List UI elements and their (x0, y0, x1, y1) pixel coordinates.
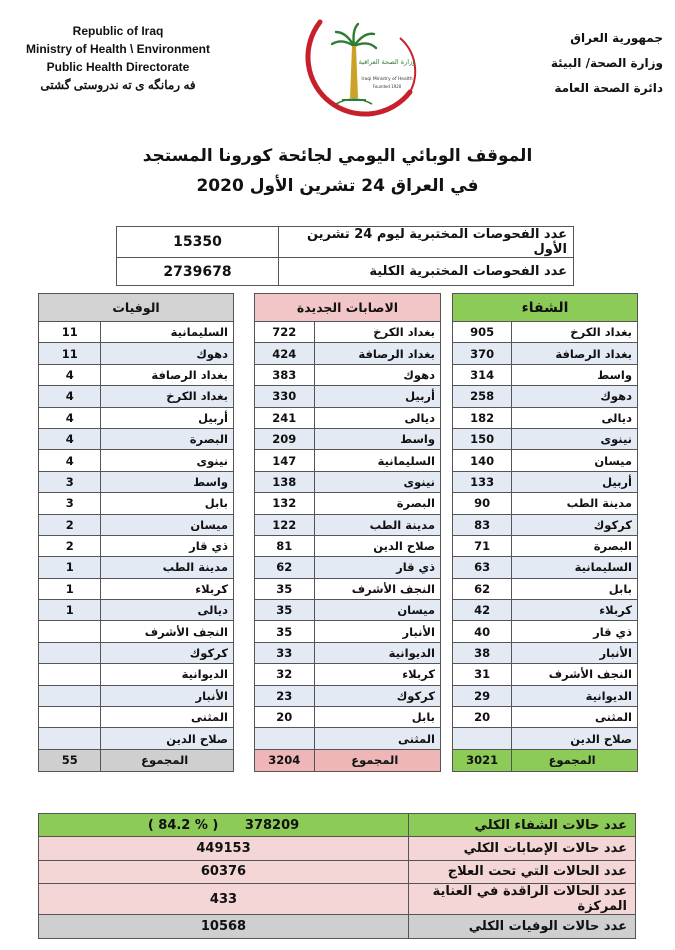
cases-count: 35 (255, 600, 315, 621)
summary-label-deaths: عدد حالات الوفيات الكلي (409, 915, 636, 938)
recovered-governorate: مدينة الطب (512, 493, 638, 514)
deaths-count (39, 621, 101, 642)
cases-count (255, 728, 315, 749)
deaths-count (39, 707, 101, 728)
new-cases-table (254, 293, 441, 772)
deaths-count: 2 (39, 535, 101, 556)
deaths-row (39, 407, 234, 428)
recovered-count: 42 (453, 600, 512, 621)
deaths-governorate: المثنى (101, 707, 234, 728)
summary-label-total-cases: عدد حالات الإصابات الكلي (409, 837, 636, 860)
cases-count: 35 (255, 621, 315, 642)
cases-heading: الاصابات الجديدة (255, 294, 441, 322)
deaths-row (39, 428, 234, 449)
recovered-count: 90 (453, 493, 512, 514)
cases-row (255, 493, 441, 514)
recovered-count: 71 (453, 535, 512, 556)
summary-row-deaths (39, 915, 636, 938)
recovered-count: 370 (453, 343, 512, 364)
cases-row (255, 557, 441, 578)
recovered-row (453, 407, 638, 428)
deaths-governorate: دهوك (101, 343, 234, 364)
lab-tests-table (116, 226, 574, 286)
recovered-governorate: المثنى (512, 707, 638, 728)
deaths-governorate: بغداد الرصافة (101, 364, 234, 385)
recovered-governorate: ميسان (512, 450, 638, 471)
cases-row (255, 428, 441, 449)
recovered-governorate: واسط (512, 364, 638, 385)
recovered-total-row (453, 749, 638, 771)
recovered-count: 83 (453, 514, 512, 535)
cases-count: 383 (255, 364, 315, 385)
recovered-count: 314 (453, 364, 512, 385)
cases-row (255, 685, 441, 706)
recovered-row (453, 343, 638, 364)
summary-row-icu (39, 884, 636, 915)
cases-governorate: بغداد الكرخ (314, 322, 440, 343)
cases-count: 241 (255, 407, 315, 428)
cases-count: 209 (255, 428, 315, 449)
deaths-row (39, 386, 234, 407)
summary-row-recovered (39, 814, 636, 837)
cases-row (255, 535, 441, 556)
deaths-row (39, 535, 234, 556)
deaths-governorate: الديوانية (101, 664, 234, 685)
cases-governorate: كربلاء (314, 664, 440, 685)
recovered-row (453, 728, 638, 749)
cases-count: 138 (255, 471, 315, 492)
deaths-row (39, 600, 234, 621)
deaths-governorate: كربلاء (101, 578, 234, 599)
deaths-row (39, 343, 234, 364)
cases-governorate: كركوك (314, 685, 440, 706)
deaths-total-value: 55 (39, 749, 101, 771)
recovered-row (453, 428, 638, 449)
header-arabic-block (493, 26, 663, 101)
deaths-row (39, 364, 234, 385)
deaths-total-label: المجموع (101, 749, 234, 771)
deaths-header-row (39, 294, 234, 322)
deaths-governorate: السليمانية (101, 322, 234, 343)
cases-governorate: البصرة (314, 493, 440, 514)
recovered-row (453, 664, 638, 685)
cases-row (255, 407, 441, 428)
header-ar-line-3: دائرة الصحة العامة (554, 81, 663, 95)
recovered-governorate: النجف الأشرف (512, 664, 638, 685)
cases-row (255, 322, 441, 343)
recovered-row (453, 450, 638, 471)
cases-governorate: بابل (314, 707, 440, 728)
cases-governorate: ذي قار (314, 557, 440, 578)
recovered-governorate: ذي قار (512, 621, 638, 642)
recovered-count: 905 (453, 322, 512, 343)
deaths-count: 1 (39, 578, 101, 599)
header-en-line-1: Republic of Iraq (72, 24, 164, 38)
cases-total-label: المجموع (314, 749, 440, 771)
recovered-count: 258 (453, 386, 512, 407)
deaths-row (39, 578, 234, 599)
deaths-row (39, 707, 234, 728)
summary-row-under-treatment (39, 860, 636, 883)
deaths-table (38, 293, 234, 772)
deaths-governorate: ميسان (101, 514, 234, 535)
deaths-count: 4 (39, 386, 101, 407)
logo-text-en: Iraqi Ministry of Health (361, 77, 413, 82)
deaths-count (39, 664, 101, 685)
deaths-governorate: البصرة (101, 428, 234, 449)
deaths-count (39, 642, 101, 663)
deaths-count: 3 (39, 493, 101, 514)
recovered-governorate: أربيل (512, 471, 638, 492)
recovered-count: 31 (453, 664, 512, 685)
deaths-row (39, 642, 234, 663)
total-tests-row (117, 258, 574, 286)
recovered-row (453, 386, 638, 407)
cases-count: 32 (255, 664, 315, 685)
recovered-row (453, 514, 638, 535)
deaths-governorate: النجف الأشرف (101, 621, 234, 642)
cases-count: 35 (255, 578, 315, 599)
logo-founded: Founded 1920 (372, 84, 402, 89)
cases-row (255, 600, 441, 621)
recovered-count: 182 (453, 407, 512, 428)
recovered-governorate: ديالى (512, 407, 638, 428)
cases-count: 132 (255, 493, 315, 514)
recovered-governorate: بغداد الرصافة (512, 343, 638, 364)
deaths-governorate: بغداد الكرخ (101, 386, 234, 407)
recovered-governorate: الديوانية (512, 685, 638, 706)
cases-governorate: أربيل (314, 386, 440, 407)
deaths-count: 1 (39, 600, 101, 621)
recovered-governorate: السليمانية (512, 557, 638, 578)
recovered-row (453, 621, 638, 642)
total-tests-label: عدد الفحوصات المختبرية الكلية (279, 258, 574, 286)
recovered-governorate: دهوك (512, 386, 638, 407)
recovered-row (453, 578, 638, 599)
recovered-governorate: الأنبار (512, 642, 638, 663)
deaths-row (39, 493, 234, 514)
deaths-governorate: الأنبار (101, 685, 234, 706)
daily-tests-row (117, 227, 574, 258)
cases-row (255, 578, 441, 599)
recovered-governorate: كركوك (512, 514, 638, 535)
summary-value-deaths: 10568 (39, 915, 409, 938)
deaths-heading: الوفيات (39, 294, 234, 322)
recovered-count: 20 (453, 707, 512, 728)
deaths-count (39, 728, 101, 749)
cases-row (255, 642, 441, 663)
recovered-count (453, 728, 512, 749)
deaths-count: 1 (39, 557, 101, 578)
cases-count: 23 (255, 685, 315, 706)
recovered-governorate: كربلاء (512, 600, 638, 621)
recovered-governorate: صلاح الدين (512, 728, 638, 749)
header-en-line-3: Public Health Directorate (46, 60, 190, 74)
deaths-count: 11 (39, 322, 101, 343)
cases-governorate: صلاح الدين (314, 535, 440, 556)
recovered-row (453, 557, 638, 578)
deaths-governorate: مدينة الطب (101, 557, 234, 578)
deaths-count: 4 (39, 364, 101, 385)
cases-governorate: الديوانية (314, 642, 440, 663)
deaths-governorate: ديالى (101, 600, 234, 621)
deaths-row (39, 685, 234, 706)
deaths-total-row (39, 749, 234, 771)
deaths-row (39, 557, 234, 578)
deaths-governorate: بابل (101, 493, 234, 514)
header-kurdish-line: فه رمانگه ى ته ندروستى گشتى (40, 78, 196, 92)
deaths-count: 4 (39, 428, 101, 449)
cases-count: 122 (255, 514, 315, 535)
cases-row (255, 471, 441, 492)
cases-governorate: المثنى (314, 728, 440, 749)
deaths-count: 4 (39, 450, 101, 471)
cases-governorate: ديالى (314, 407, 440, 428)
recovered-row (453, 471, 638, 492)
report-subtitle-date: في العراق 24 تشرين الأول 2020 (196, 176, 479, 196)
cases-row (255, 450, 441, 471)
summary-value-recovered (39, 814, 409, 837)
total-tests-value: 2739678 (117, 258, 279, 286)
recovered-governorate: بابل (512, 578, 638, 599)
recovered-total-label: المجموع (512, 749, 638, 771)
deaths-count: 2 (39, 514, 101, 535)
deaths-row (39, 728, 234, 749)
cases-governorate: السليمانية (314, 450, 440, 471)
recovered-count: 150 (453, 428, 512, 449)
report-title: الموقف الوبائي اليومي لجائحة كورونا المستجد (142, 146, 533, 166)
recovered-row (453, 685, 638, 706)
deaths-governorate: كركوك (101, 642, 234, 663)
deaths-governorate: ذي قار (101, 535, 234, 556)
summary-value-total-cases: 449153 (39, 837, 409, 860)
ministry-logo (292, 8, 422, 128)
deaths-row (39, 621, 234, 642)
recovered-row (453, 600, 638, 621)
cases-governorate: دهوك (314, 364, 440, 385)
recovered-table (452, 293, 638, 772)
cases-count: 330 (255, 386, 315, 407)
cases-row (255, 364, 441, 385)
summary-label-icu: عدد الحالات الراقدة في العناية المركزة (409, 884, 636, 915)
recovered-row (453, 493, 638, 514)
summary-recovered-count: 378209 (244, 817, 300, 833)
deaths-governorate: واسط (101, 471, 234, 492)
cases-total-row (255, 749, 441, 771)
recovered-count: 38 (453, 642, 512, 663)
header-english-block (8, 22, 228, 94)
cases-count: 147 (255, 450, 315, 471)
deaths-count: 4 (39, 407, 101, 428)
cases-governorate: النجف الأشرف (314, 578, 440, 599)
recovered-row (453, 707, 638, 728)
deaths-count: 3 (39, 471, 101, 492)
header-en-line-2: Ministry of Health \ Environment (25, 42, 211, 56)
cases-total-value: 3204 (255, 749, 315, 771)
cases-count: 33 (255, 642, 315, 663)
deaths-count (39, 685, 101, 706)
cases-governorate: الأنبار (314, 621, 440, 642)
recovered-count: 63 (453, 557, 512, 578)
recovered-row (453, 322, 638, 343)
recovered-row (453, 642, 638, 663)
recovered-heading: الشفاء (453, 294, 638, 322)
recovered-row (453, 535, 638, 556)
recovered-count: 140 (453, 450, 512, 471)
cases-row (255, 621, 441, 642)
deaths-row (39, 471, 234, 492)
recovered-governorate: بغداد الكرخ (512, 322, 638, 343)
summary-label-under-treatment: عدد الحالات التي تحت العلاج (409, 860, 636, 883)
cases-header-row (255, 294, 441, 322)
recovered-governorate: نينوى (512, 428, 638, 449)
summary-row-total-cases (39, 837, 636, 860)
summary-label-recovered: عدد حالات الشفاء الكلي (409, 814, 636, 837)
recovered-count: 29 (453, 685, 512, 706)
summary-recovered-percent: ( 84.2 % ) (147, 817, 219, 833)
cases-row (255, 514, 441, 535)
summary-value-icu: 433 (39, 884, 409, 915)
recovered-count: 40 (453, 621, 512, 642)
cases-count: 81 (255, 535, 315, 556)
cases-governorate: واسط (314, 428, 440, 449)
deaths-count: 11 (39, 343, 101, 364)
cases-count: 20 (255, 707, 315, 728)
daily-tests-value: 15350 (117, 227, 279, 258)
summary-table (38, 813, 636, 939)
daily-tests-label: عدد الفحوصات المختبرية ليوم 24 تشرين الأول (279, 227, 574, 258)
cases-row (255, 386, 441, 407)
deaths-row (39, 322, 234, 343)
cases-row (255, 728, 441, 749)
cases-governorate: مدينة الطب (314, 514, 440, 535)
cases-count: 424 (255, 343, 315, 364)
cases-governorate: نينوى (314, 471, 440, 492)
recovered-count: 133 (453, 471, 512, 492)
deaths-row (39, 514, 234, 535)
recovered-row (453, 364, 638, 385)
deaths-governorate: صلاح الدين (101, 728, 234, 749)
cases-count: 62 (255, 557, 315, 578)
cases-row (255, 707, 441, 728)
cases-governorate: بغداد الرصافة (314, 343, 440, 364)
deaths-row (39, 664, 234, 685)
deaths-governorate: نينوى (101, 450, 234, 471)
recovered-governorate: البصرة (512, 535, 638, 556)
recovered-total-value: 3021 (453, 749, 512, 771)
deaths-governorate: أربيل (101, 407, 234, 428)
cases-row (255, 664, 441, 685)
logo-text-ar: وزارة الصحة العراقية (358, 58, 416, 66)
summary-value-under-treatment: 60376 (39, 860, 409, 883)
cases-row (255, 343, 441, 364)
cases-count: 722 (255, 322, 315, 343)
header-ar-line-1: جمهورية العراق (570, 31, 663, 45)
recovered-count: 62 (453, 578, 512, 599)
cases-governorate: ميسان (314, 600, 440, 621)
deaths-row (39, 450, 234, 471)
recovered-header-row (453, 294, 638, 322)
header-ar-line-2: وزارة الصحة/ البيئة (550, 56, 663, 70)
